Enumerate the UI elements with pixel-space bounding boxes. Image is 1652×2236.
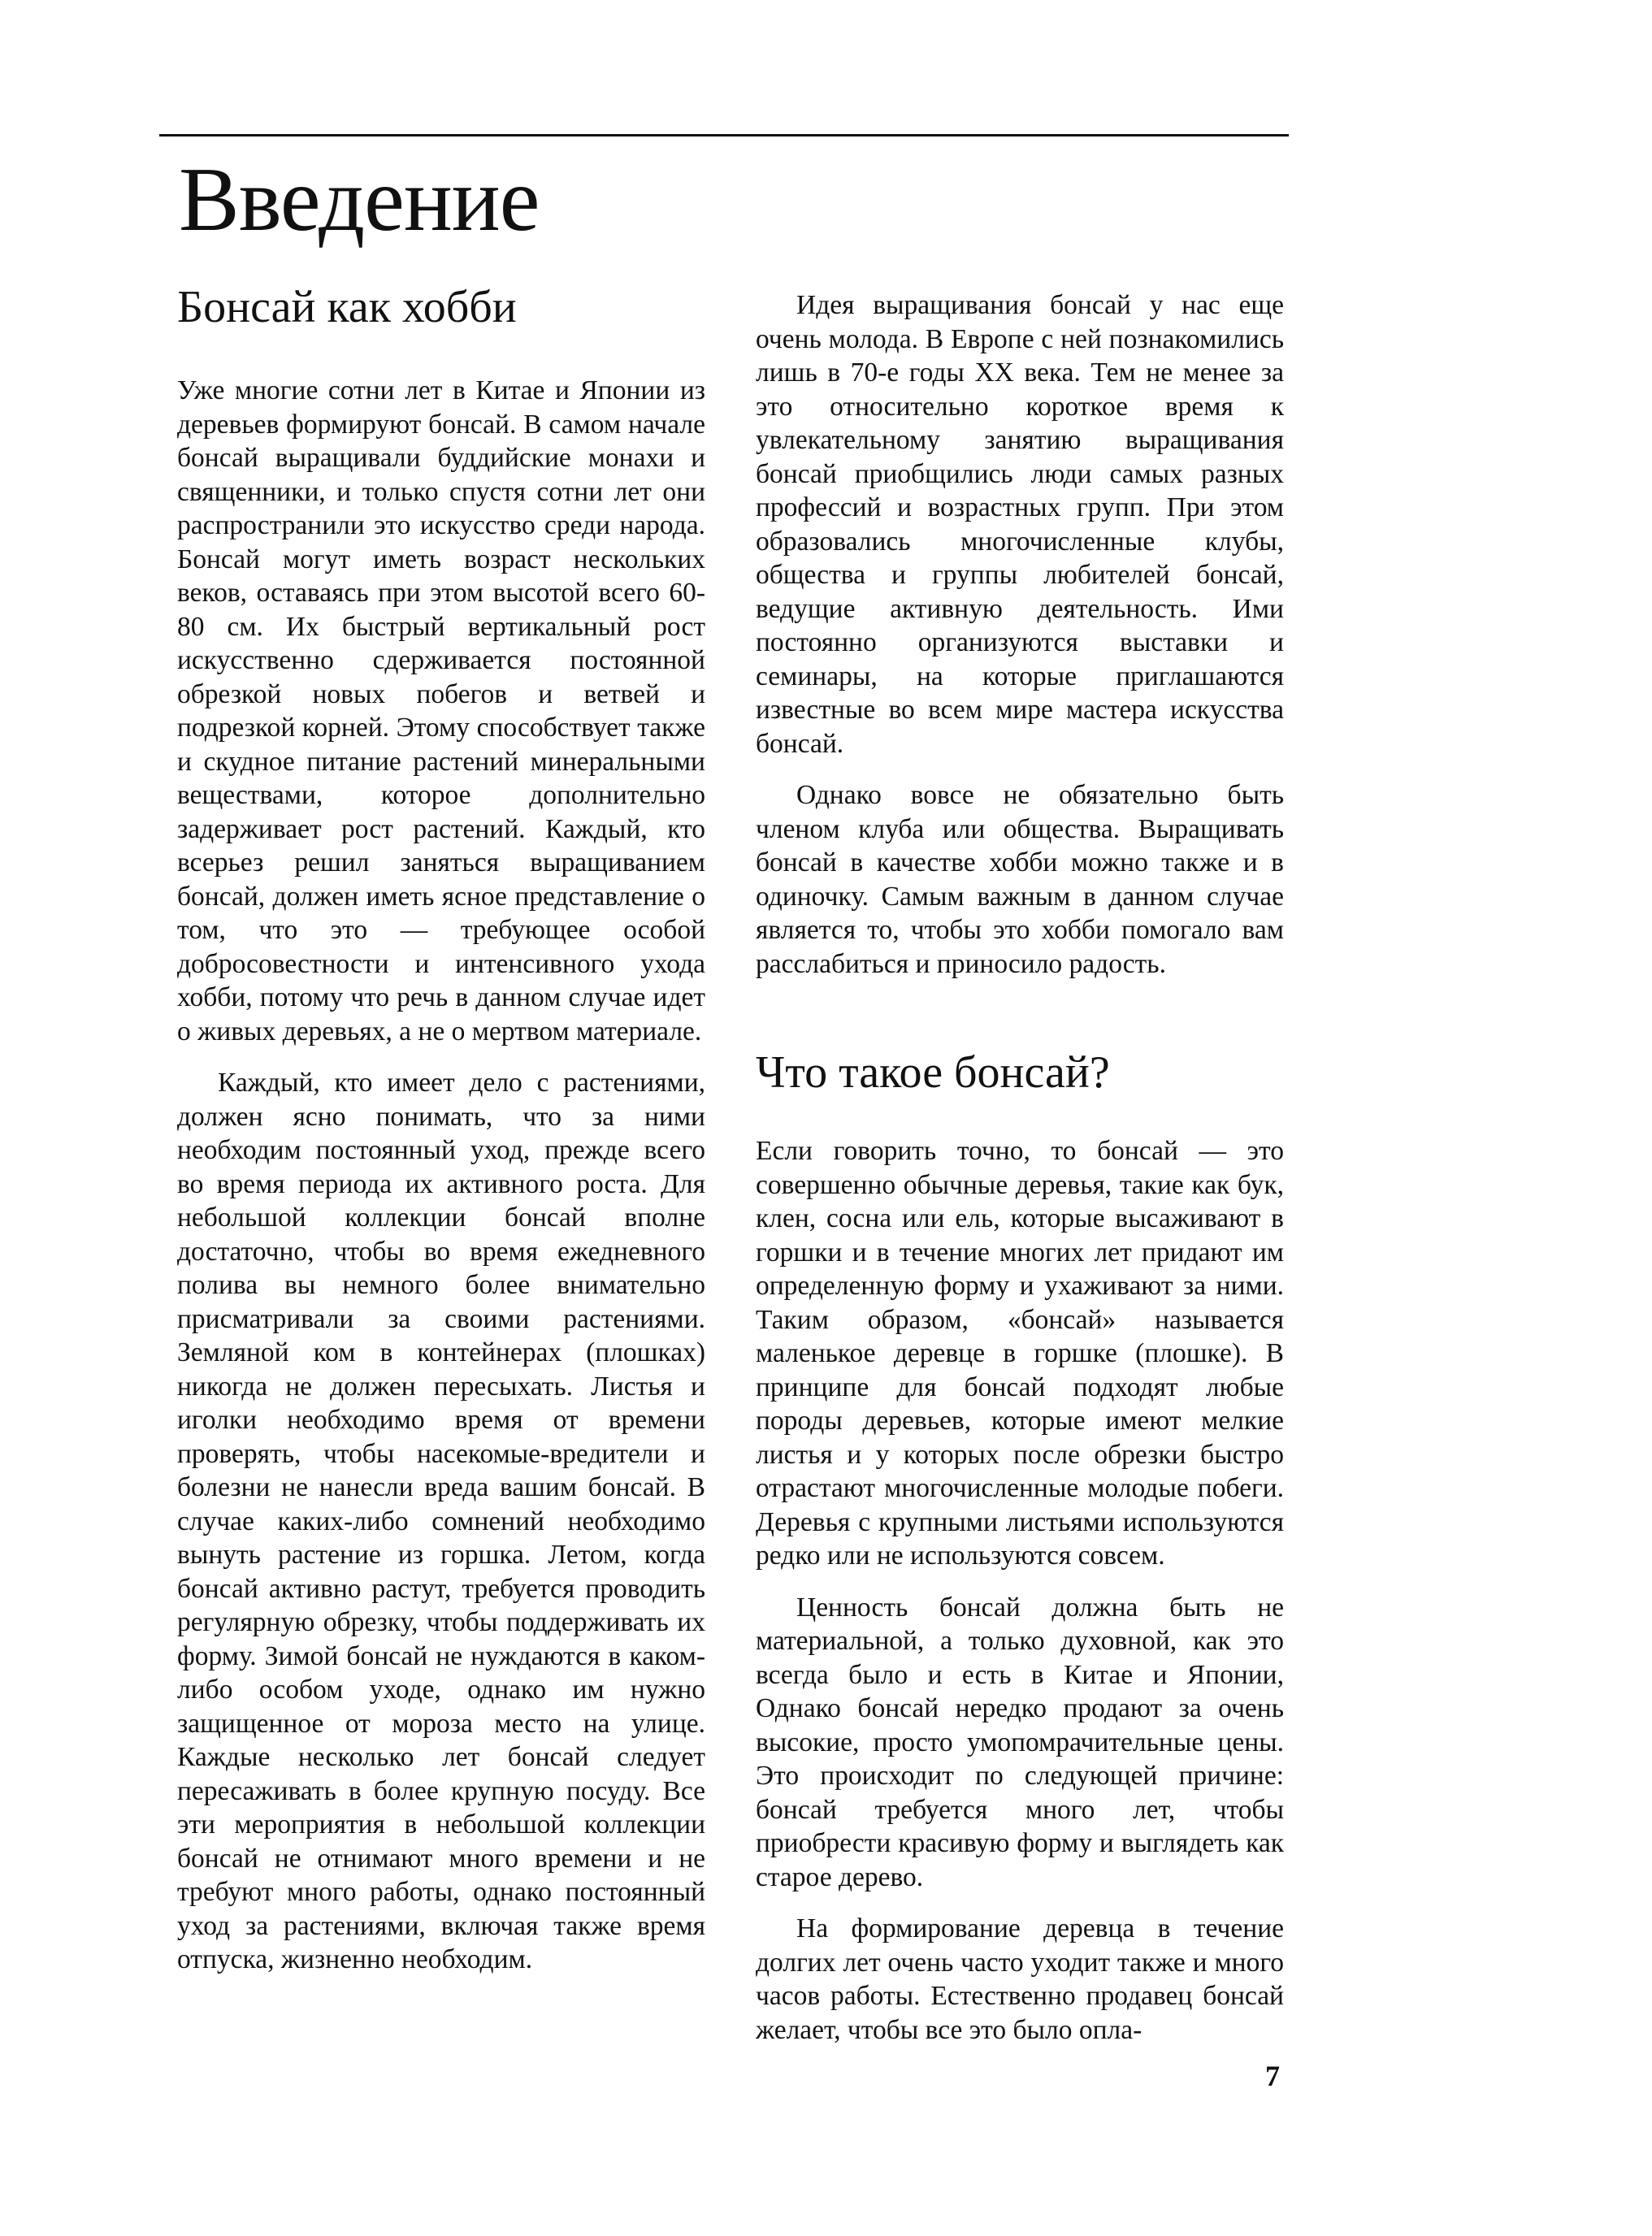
section-title-what: Что такое бонсай? bbox=[756, 1047, 1110, 1098]
paragraph: Однако вовсе не обязательно быть членом клуба или общества. Выращивать бонсай в качестве хобби можно также и в одиночку. Самым важным в данном случае является то, чтобы это хобби помогало вам расслабиться и приносило радость. bbox=[756, 780, 1284, 979]
paragraph: Если говорить точно, то бонсай — это совершенно обычные деревья, такие как бук, клен, сосна или ель, которые высаживают в горшки и в течение многих лет придают им определенную форму и ухаживают за ними. Таким образом, «бонсай» называется маленькое деревце в горшке (плошке). В принципе для бонсай подходят любые породы деревьев, которые имеют мелкие листья и у которых после обрезки быстро отрастают многочисленные молодые побеги. Деревья с крупными листьями используются редко или не используются совсем. bbox=[756, 1136, 1284, 1571]
paragraph: На формирование деревца в течение долгих лет очень часто уходит также и много часов работы. Естественно продавец бонсай желает, чтобы все это было опла- bbox=[756, 1913, 1284, 2045]
page-number: 7 bbox=[1265, 2060, 1280, 2092]
right-column bbox=[756, 288, 1284, 2065]
paragraph: Идея выращивания бонсай у нас еще очень молода. В Европе с ней познакомились лишь в 70-е годы XX века. Тем не менее за это относительно короткое время к увлекательному занятию выращивания бонсай приобщились люди самых разных профессий и возрастных групп. При этом образовались многочисленные клубы, общества и группы любителей бонсай, ведущие активную деятельность. Ими постоянно организуются выставки и семинары, на которые приглашаются известные во всем мире мастера искусства бонсай. bbox=[756, 290, 1284, 759]
chapter-title: Введение bbox=[179, 150, 540, 250]
paragraph: Уже многие сотни лет в Китае и Японии из деревьев формируют бонсай. В самом начале бонсай выращивали буддийские монахи и священники, и только спустя сотни лет они распространили это искусство среди народа. Бонсай могут иметь возраст нескольких веков, оставаясь при этом высотой всего 60-80 см. Их быстрый вертикальный рост искусственно сдерживается постоянной обрезкой новых побегов и ветвей и подрезкой корней. Этому способствует также и скудное питание растений минеральными веществами, которое дополнительно задерживает рост растений. Каждый, кто всерьез решил заняться выращиванием бонсай, должен иметь ясное представление о том, что это — требующее особой добросовестности и интенсивного ухода хобби, потому что речь в данном случае идет о живых деревьях, а не о мертвом материале. bbox=[177, 375, 705, 1046]
section-title-hobby: Бонсай как хобби bbox=[177, 282, 517, 332]
paragraph: Ценность бонсай должна быть не материальной, а только духовной, как это всегда было и есть в Китае и Японии, Однако бонсай нередко продают за очень высокие, просто умопомрачительные цены. Это происходит по следующей причине: бонсай требуется много лет, чтобы приобрести красивую форму и выглядеть как старое дерево. bbox=[756, 1592, 1284, 1892]
left-column bbox=[177, 280, 705, 1995]
paragraph: Каждый, кто имеет дело с растениями, должен ясно понимать, что за ними необходим постоянный уход, прежде всего во время периода их активного роста. Для небольшой коллекции бонсай вполне достаточно, чтобы во время ежедневного полива вы немного более внимательно присматривали за своими растениями. Земляной ком в контейнерах (плошках) никогда не должен пересыхать. Листья и иголки необходимо время от времени проверять, чтобы насекомые-вредители и болезни не нанесли вреда вашим бонсай. В случае каких-либо сомнений необходимо вынуть растение из горшка. Летом, когда бонсай активно растут, требуется проводить регулярную обрезку, чтобы поддерживать их форму. Зимой бонсай не нуждаются в каком-либо особом уходе, однако им нужно защищенное от мороза место на улице. Каждые несколько лет бонсай следует пересаживать в более крупную посуду. Все эти мероприятия в небольшой коллекции бонсай не отнимают много времени и не требуют много работы, однако постоянный уход за растениями, включая также время отпуска, жизненно необходим. bbox=[177, 1068, 705, 1975]
header-rule bbox=[159, 134, 1289, 136]
